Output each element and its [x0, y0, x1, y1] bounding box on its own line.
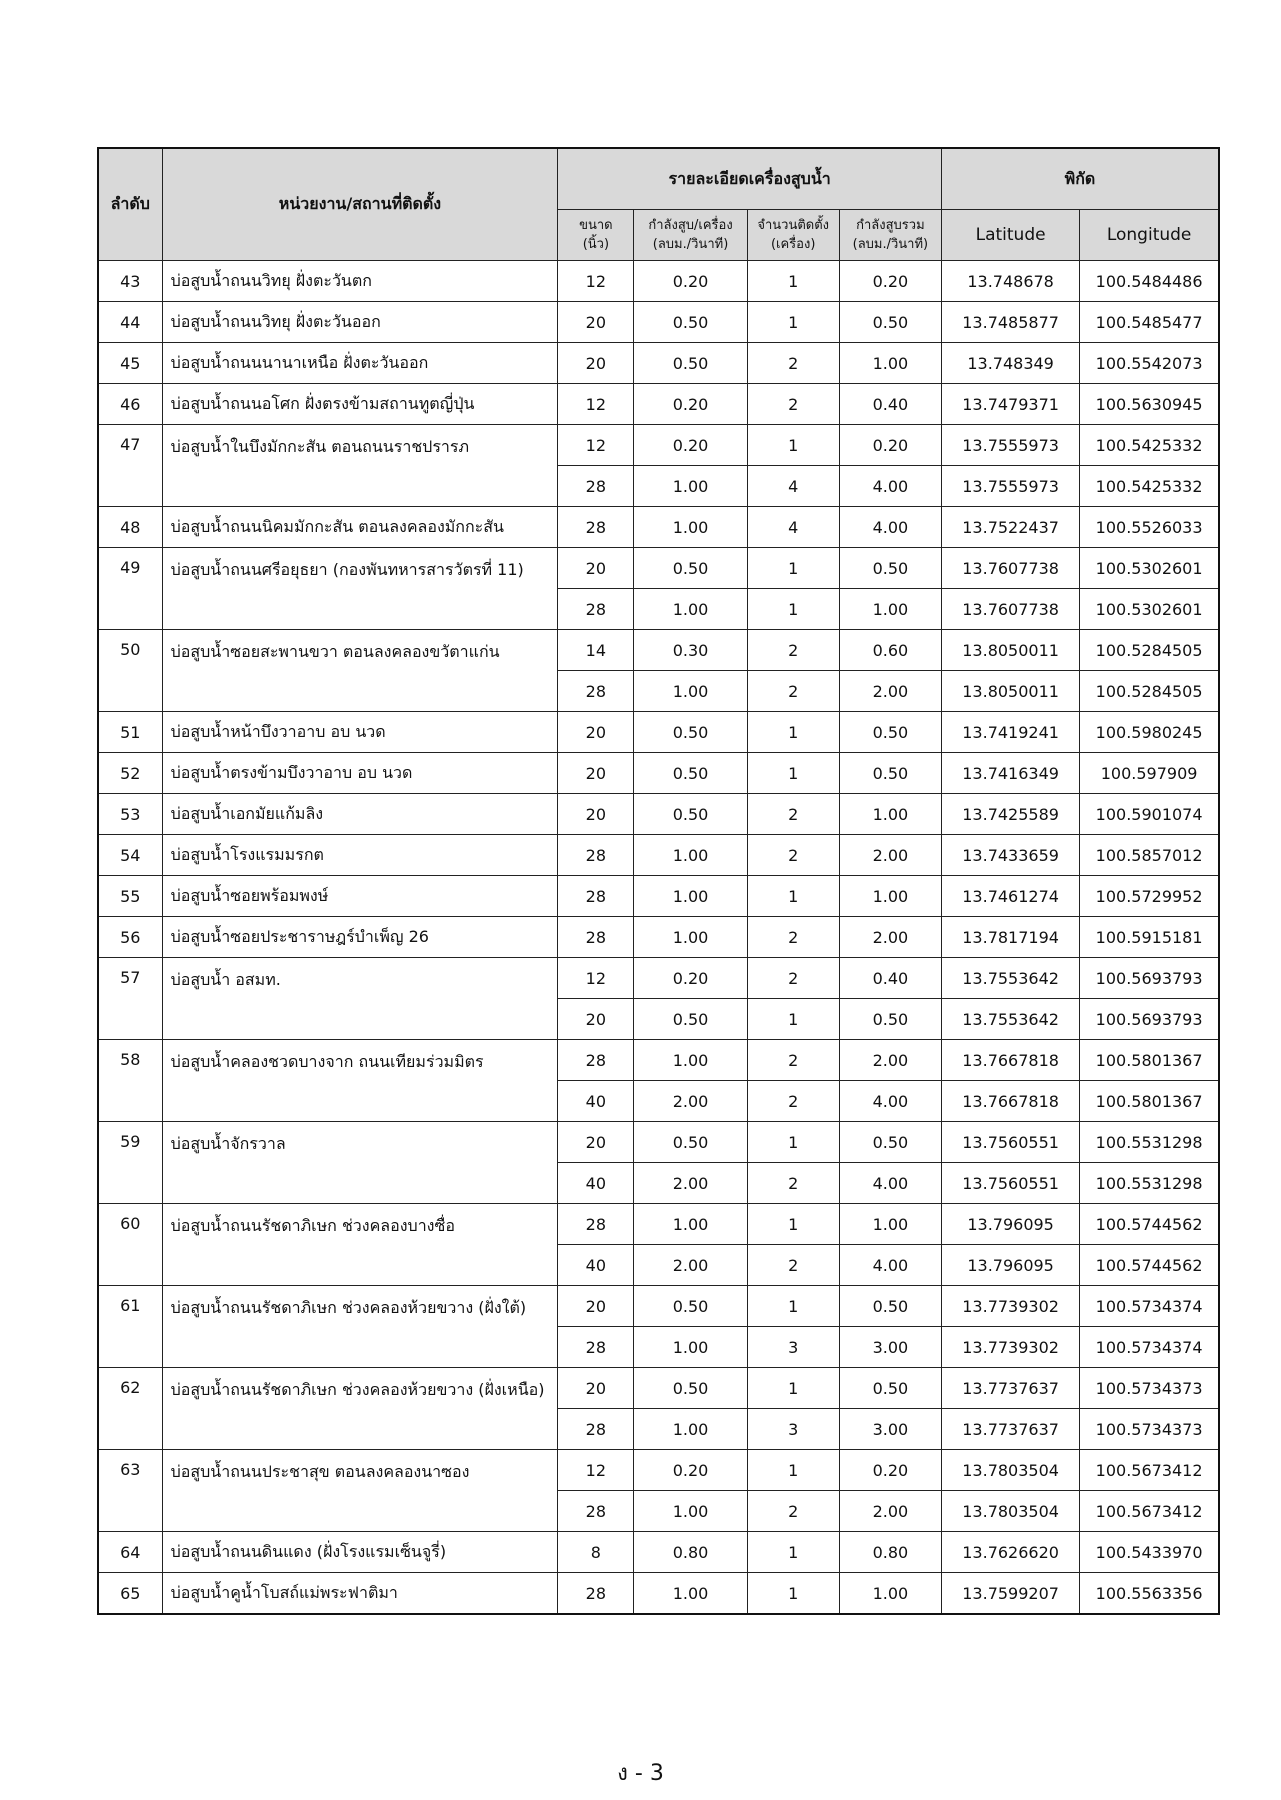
- cell-total: 0.50: [839, 753, 941, 794]
- cell-power: 0.50: [634, 1368, 747, 1409]
- table-row: [98, 917, 1219, 958]
- table-row: [98, 1573, 1219, 1615]
- cell-latitude: 13.7555973: [941, 466, 1079, 507]
- cell-size: 28: [558, 835, 634, 876]
- cell-total: 0.60: [839, 630, 941, 671]
- cell-power: 2.00: [634, 1245, 747, 1286]
- cell-count: 2: [747, 1491, 839, 1532]
- cell-power: 0.50: [634, 794, 747, 835]
- cell-longitude: 100.5531298: [1080, 1122, 1219, 1163]
- cell-location: บ่อสูบน้ำเอกมัยแก้มลิง: [162, 794, 558, 835]
- table-row: [98, 794, 1219, 835]
- table-row: [98, 835, 1219, 876]
- cell-latitude: 13.7737637: [941, 1368, 1079, 1409]
- cell-order: 60: [98, 1204, 162, 1286]
- cell-latitude: 13.8050011: [941, 671, 1079, 712]
- cell-count: 2: [747, 794, 839, 835]
- cell-longitude: 100.5915181: [1080, 917, 1219, 958]
- cell-count: 2: [747, 384, 839, 425]
- cell-size: 12: [558, 384, 634, 425]
- header-count-line1: จำนวนติดตั้ง: [757, 218, 830, 233]
- header-coordinates: พิกัด: [941, 148, 1219, 210]
- cell-longitude: 100.5526033: [1080, 507, 1219, 548]
- cell-latitude: 13.7433659: [941, 835, 1079, 876]
- cell-power: 0.50: [634, 1286, 747, 1327]
- cell-power: 0.20: [634, 958, 747, 999]
- table-row: [98, 343, 1219, 384]
- cell-count: 1: [747, 1368, 839, 1409]
- cell-total: 0.20: [839, 261, 941, 302]
- cell-latitude: 13.7553642: [941, 999, 1079, 1040]
- cell-longitude: 100.5531298: [1080, 1163, 1219, 1204]
- cell-longitude: 100.5734374: [1080, 1327, 1219, 1368]
- cell-power: 1.00: [634, 1573, 747, 1615]
- cell-count: 2: [747, 1163, 839, 1204]
- table-row: [98, 1532, 1219, 1573]
- cell-latitude: 13.748349: [941, 343, 1079, 384]
- cell-power: 1.00: [634, 507, 747, 548]
- cell-total: 0.50: [839, 999, 941, 1040]
- cell-count: 1: [747, 753, 839, 794]
- cell-count: 3: [747, 1327, 839, 1368]
- cell-size: 20: [558, 999, 634, 1040]
- cell-latitude: 13.7599207: [941, 1573, 1079, 1615]
- cell-longitude: 100.597909: [1080, 753, 1219, 794]
- cell-count: 1: [747, 548, 839, 589]
- cell-power: 0.80: [634, 1532, 747, 1573]
- header-pump-details: รายละเอียดเครื่องสูบน้ำ: [558, 148, 942, 210]
- cell-power: 0.50: [634, 1122, 747, 1163]
- cell-latitude: 13.7522437: [941, 507, 1079, 548]
- cell-location: บ่อสูบน้ำถนนประชาสุข ตอนลงคลองนาซอง: [162, 1450, 558, 1532]
- cell-count: 1: [747, 1286, 839, 1327]
- cell-order: 50: [98, 630, 162, 712]
- cell-longitude: 100.5284505: [1080, 630, 1219, 671]
- cell-count: 2: [747, 630, 839, 671]
- header-order: ลำดับ: [98, 148, 162, 261]
- cell-total: 0.20: [839, 425, 941, 466]
- header-power: [634, 210, 747, 261]
- cell-total: 0.20: [839, 1450, 941, 1491]
- cell-latitude: 13.7607738: [941, 589, 1079, 630]
- table-row: [98, 753, 1219, 794]
- pump-table: [97, 147, 1220, 1615]
- table-row: [98, 1122, 1219, 1163]
- cell-location: บ่อสูบน้ำ อสมท.: [162, 958, 558, 1040]
- cell-latitude: 13.7739302: [941, 1327, 1079, 1368]
- table-body: [98, 261, 1219, 1615]
- cell-longitude: 100.5744562: [1080, 1245, 1219, 1286]
- cell-longitude: 100.5693793: [1080, 999, 1219, 1040]
- cell-size: 28: [558, 1327, 634, 1368]
- cell-latitude: 13.7607738: [941, 548, 1079, 589]
- cell-longitude: 100.5563356: [1080, 1573, 1219, 1615]
- cell-location: บ่อสูบน้ำจักรวาล: [162, 1122, 558, 1204]
- cell-latitude: 13.7560551: [941, 1163, 1079, 1204]
- table-row: [98, 384, 1219, 425]
- cell-total: 0.50: [839, 1368, 941, 1409]
- table-row: [98, 958, 1219, 999]
- cell-longitude: 100.5433970: [1080, 1532, 1219, 1573]
- cell-power: 0.50: [634, 999, 747, 1040]
- cell-longitude: 100.5673412: [1080, 1450, 1219, 1491]
- header-total-line2: (ลบม./วินาที): [852, 237, 929, 252]
- cell-power: 0.30: [634, 630, 747, 671]
- cell-total: 0.50: [839, 1286, 941, 1327]
- cell-power: 1.00: [634, 876, 747, 917]
- cell-count: 4: [747, 466, 839, 507]
- cell-total: 3.00: [839, 1409, 941, 1450]
- cell-latitude: 13.7739302: [941, 1286, 1079, 1327]
- cell-location: บ่อสูบน้ำถนนดินแดง (ฝั่งโรงแรมเซ็นจูรี่): [162, 1532, 558, 1573]
- header-latitude: Latitude: [941, 210, 1079, 261]
- cell-latitude: 13.748678: [941, 261, 1079, 302]
- cell-size: 28: [558, 1040, 634, 1081]
- cell-total: 4.00: [839, 1245, 941, 1286]
- cell-order: 46: [98, 384, 162, 425]
- cell-size: 20: [558, 548, 634, 589]
- cell-longitude: 100.5673412: [1080, 1491, 1219, 1532]
- cell-count: 2: [747, 958, 839, 999]
- cell-count: 3: [747, 1409, 839, 1450]
- header-total: [839, 210, 941, 261]
- cell-order: 47: [98, 425, 162, 507]
- cell-order: 59: [98, 1122, 162, 1204]
- cell-power: 1.00: [634, 917, 747, 958]
- cell-latitude: 13.7479371: [941, 384, 1079, 425]
- cell-latitude: 13.7553642: [941, 958, 1079, 999]
- cell-longitude: 100.5630945: [1080, 384, 1219, 425]
- cell-longitude: 100.5744562: [1080, 1204, 1219, 1245]
- cell-power: 0.50: [634, 302, 747, 343]
- cell-order: 54: [98, 835, 162, 876]
- cell-size: 12: [558, 1450, 634, 1491]
- cell-order: 57: [98, 958, 162, 1040]
- table-row: [98, 1286, 1219, 1327]
- cell-size: 12: [558, 958, 634, 999]
- cell-power: 1.00: [634, 835, 747, 876]
- cell-power: 1.00: [634, 1040, 747, 1081]
- cell-latitude: 13.7667818: [941, 1081, 1079, 1122]
- cell-order: 64: [98, 1532, 162, 1573]
- cell-latitude: 13.7817194: [941, 917, 1079, 958]
- cell-count: 1: [747, 589, 839, 630]
- cell-power: 0.50: [634, 712, 747, 753]
- header-power-line1: กำลังสูบ/เครื่อง: [648, 218, 733, 233]
- cell-longitude: 100.5801367: [1080, 1081, 1219, 1122]
- cell-location: บ่อสูบน้ำตรงข้ามบึงวาอาบ อบ นวด: [162, 753, 558, 794]
- header-size: [558, 210, 634, 261]
- cell-location: บ่อสูบน้ำซอยสะพานขวา ตอนลงคลองขวัตาแก่น: [162, 630, 558, 712]
- cell-count: 1: [747, 876, 839, 917]
- cell-latitude: 13.7425589: [941, 794, 1079, 835]
- cell-size: 28: [558, 1491, 634, 1532]
- cell-total: 1.00: [839, 343, 941, 384]
- header-power-line2: (ลบม./วินาที): [652, 237, 729, 252]
- cell-order: 45: [98, 343, 162, 384]
- cell-total: 0.40: [839, 384, 941, 425]
- cell-power: 0.20: [634, 1450, 747, 1491]
- cell-count: 2: [747, 1040, 839, 1081]
- header-count-line2: (เครื่อง): [770, 237, 816, 252]
- cell-total: 1.00: [839, 1204, 941, 1245]
- cell-total: 4.00: [839, 466, 941, 507]
- cell-order: 55: [98, 876, 162, 917]
- header-size-line2: (นิ้ว): [582, 237, 610, 252]
- cell-power: 0.20: [634, 261, 747, 302]
- cell-size: 28: [558, 1573, 634, 1615]
- cell-size: 12: [558, 261, 634, 302]
- cell-total: 2.00: [839, 917, 941, 958]
- cell-size: 20: [558, 753, 634, 794]
- table-row: [98, 548, 1219, 589]
- cell-power: 1.00: [634, 1327, 747, 1368]
- cell-size: 20: [558, 343, 634, 384]
- cell-total: 0.50: [839, 548, 941, 589]
- cell-longitude: 100.5980245: [1080, 712, 1219, 753]
- cell-longitude: 100.5425332: [1080, 425, 1219, 466]
- cell-longitude: 100.5734373: [1080, 1368, 1219, 1409]
- cell-location: บ่อสูบน้ำถนนนิคมมักกะสัน ตอนลงคลองมักกะสัน: [162, 507, 558, 548]
- cell-longitude: 100.5734374: [1080, 1286, 1219, 1327]
- cell-longitude: 100.5801367: [1080, 1040, 1219, 1081]
- header-total-line1: กำลังสูบรวม: [856, 218, 925, 233]
- cell-size: 28: [558, 1409, 634, 1450]
- cell-latitude: 13.7803504: [941, 1450, 1079, 1491]
- cell-power: 1.00: [634, 1491, 747, 1532]
- cell-latitude: 13.7419241: [941, 712, 1079, 753]
- table-row: [98, 712, 1219, 753]
- cell-size: 28: [558, 917, 634, 958]
- cell-count: 2: [747, 343, 839, 384]
- cell-longitude: 100.5857012: [1080, 835, 1219, 876]
- cell-order: 44: [98, 302, 162, 343]
- cell-count: 1: [747, 712, 839, 753]
- cell-longitude: 100.5542073: [1080, 343, 1219, 384]
- table-row: [98, 876, 1219, 917]
- cell-total: 2.00: [839, 1040, 941, 1081]
- cell-total: 0.50: [839, 1122, 941, 1163]
- cell-count: 1: [747, 1204, 839, 1245]
- cell-size: 12: [558, 425, 634, 466]
- cell-longitude: 100.5302601: [1080, 548, 1219, 589]
- cell-power: 0.20: [634, 425, 747, 466]
- cell-power: 1.00: [634, 466, 747, 507]
- cell-size: 28: [558, 466, 634, 507]
- cell-count: 2: [747, 1081, 839, 1122]
- table-row: [98, 630, 1219, 671]
- table-row: [98, 1368, 1219, 1409]
- cell-location: บ่อสูบน้ำถนนวิทยุ ฝั่งตะวันออก: [162, 302, 558, 343]
- cell-power: 1.00: [634, 1409, 747, 1450]
- cell-longitude: 100.5302601: [1080, 589, 1219, 630]
- cell-size: 20: [558, 1368, 634, 1409]
- cell-size: 28: [558, 876, 634, 917]
- cell-order: 62: [98, 1368, 162, 1450]
- cell-total: 1.00: [839, 876, 941, 917]
- cell-total: 4.00: [839, 507, 941, 548]
- cell-location: บ่อสูบน้ำถนนศรีอยุธยา (กองพันทหารสารวัตรที่ 11): [162, 548, 558, 630]
- cell-total: 2.00: [839, 1491, 941, 1532]
- cell-count: 2: [747, 1245, 839, 1286]
- cell-count: 2: [747, 835, 839, 876]
- cell-size: 8: [558, 1532, 634, 1573]
- cell-location: บ่อสูบน้ำซอยประชาราษฎร์บำเพ็ญ 26: [162, 917, 558, 958]
- cell-location: บ่อสูบน้ำคลองชวดบางจาก ถนนเทียมร่วมมิตร: [162, 1040, 558, 1122]
- cell-order: 53: [98, 794, 162, 835]
- cell-latitude: 13.7560551: [941, 1122, 1079, 1163]
- cell-latitude: 13.7555973: [941, 425, 1079, 466]
- cell-size: 20: [558, 794, 634, 835]
- cell-location: บ่อสูบน้ำคูน้ำโบสถ์แม่พระฟาติมา: [162, 1573, 558, 1615]
- cell-size: 28: [558, 1204, 634, 1245]
- cell-count: 1: [747, 261, 839, 302]
- cell-size: 28: [558, 589, 634, 630]
- cell-total: 3.00: [839, 1327, 941, 1368]
- table-row: [98, 1040, 1219, 1081]
- cell-longitude: 100.5284505: [1080, 671, 1219, 712]
- cell-location: บ่อสูบน้ำถนนนานาเหนือ ฝั่งตะวันออก: [162, 343, 558, 384]
- cell-latitude: 13.7803504: [941, 1491, 1079, 1532]
- cell-location: บ่อสูบน้ำถนนอโศก ฝั่งตรงข้ามสถานทูตญี่ปุ่น: [162, 384, 558, 425]
- cell-count: 1: [747, 425, 839, 466]
- cell-latitude: 13.7737637: [941, 1409, 1079, 1450]
- table-row: [98, 1450, 1219, 1491]
- cell-latitude: 13.7416349: [941, 753, 1079, 794]
- cell-order: 51: [98, 712, 162, 753]
- cell-power: 1.00: [634, 589, 747, 630]
- cell-order: 61: [98, 1286, 162, 1368]
- cell-latitude: 13.7667818: [941, 1040, 1079, 1081]
- cell-power: 2.00: [634, 1163, 747, 1204]
- cell-count: 1: [747, 999, 839, 1040]
- cell-order: 52: [98, 753, 162, 794]
- cell-location: บ่อสูบน้ำถนนวิทยุ ฝั่งตะวันตก: [162, 261, 558, 302]
- cell-total: 4.00: [839, 1081, 941, 1122]
- cell-size: 28: [558, 507, 634, 548]
- cell-latitude: 13.7626620: [941, 1532, 1079, 1573]
- cell-order: 56: [98, 917, 162, 958]
- cell-latitude: 13.796095: [941, 1204, 1079, 1245]
- table-header: [98, 148, 1219, 261]
- cell-total: 0.50: [839, 302, 941, 343]
- page-number: ง - 3: [617, 1761, 664, 1786]
- cell-count: 2: [747, 671, 839, 712]
- cell-latitude: 13.8050011: [941, 630, 1079, 671]
- cell-longitude: 100.5729952: [1080, 876, 1219, 917]
- cell-size: 14: [558, 630, 634, 671]
- cell-size: 28: [558, 671, 634, 712]
- cell-count: 1: [747, 1122, 839, 1163]
- header-count: [747, 210, 839, 261]
- cell-order: 63: [98, 1450, 162, 1532]
- cell-longitude: 100.5901074: [1080, 794, 1219, 835]
- cell-order: 58: [98, 1040, 162, 1122]
- table-row: [98, 302, 1219, 343]
- cell-size: 20: [558, 1286, 634, 1327]
- cell-power: 0.50: [634, 548, 747, 589]
- cell-power: 0.50: [634, 343, 747, 384]
- cell-power: 0.50: [634, 753, 747, 794]
- cell-order: 48: [98, 507, 162, 548]
- cell-total: 1.00: [839, 1573, 941, 1615]
- cell-location: บ่อสูบน้ำซอยพร้อมพงษ์: [162, 876, 558, 917]
- cell-total: 2.00: [839, 671, 941, 712]
- cell-size: 20: [558, 712, 634, 753]
- cell-location: บ่อสูบน้ำถนนรัชดาภิเษก ช่วงคลองห้วยขวาง (ฝั่งใต้): [162, 1286, 558, 1368]
- cell-count: 1: [747, 1532, 839, 1573]
- cell-longitude: 100.5485477: [1080, 302, 1219, 343]
- table-row: [98, 1204, 1219, 1245]
- cell-location: บ่อสูบน้ำโรงแรมมรกต: [162, 835, 558, 876]
- cell-size: 40: [558, 1245, 634, 1286]
- cell-size: 20: [558, 1122, 634, 1163]
- cell-latitude: 13.7461274: [941, 876, 1079, 917]
- cell-count: 4: [747, 507, 839, 548]
- cell-total: 0.50: [839, 712, 941, 753]
- cell-total: 4.00: [839, 1163, 941, 1204]
- cell-size: 20: [558, 302, 634, 343]
- cell-total: 0.80: [839, 1532, 941, 1573]
- cell-longitude: 100.5693793: [1080, 958, 1219, 999]
- cell-count: 2: [747, 917, 839, 958]
- cell-power: 1.00: [634, 1204, 747, 1245]
- cell-total: 2.00: [839, 835, 941, 876]
- header-size-line1: ขนาด: [579, 218, 613, 233]
- header-location: หน่วยงาน/สถานที่ติดตั้ง: [162, 148, 558, 261]
- cell-power: 1.00: [634, 671, 747, 712]
- cell-latitude: 13.796095: [941, 1245, 1079, 1286]
- cell-order: 49: [98, 548, 162, 630]
- table-row: [98, 507, 1219, 548]
- cell-size: 40: [558, 1163, 634, 1204]
- cell-longitude: 100.5734373: [1080, 1409, 1219, 1450]
- header-longitude: Longitude: [1080, 210, 1219, 261]
- cell-longitude: 100.5425332: [1080, 466, 1219, 507]
- cell-total: 1.00: [839, 794, 941, 835]
- cell-location: บ่อสูบน้ำในบึงมักกะสัน ตอนถนนราชปรารภ: [162, 425, 558, 507]
- cell-longitude: 100.5484486: [1080, 261, 1219, 302]
- cell-location: บ่อสูบน้ำถนนรัชดาภิเษก ช่วงคลองบางซื่อ: [162, 1204, 558, 1286]
- cell-location: บ่อสูบน้ำถนนรัชดาภิเษก ช่วงคลองห้วยขวาง (ฝั่งเหนือ): [162, 1368, 558, 1450]
- cell-count: 1: [747, 1573, 839, 1615]
- cell-count: 1: [747, 1450, 839, 1491]
- cell-location: บ่อสูบน้ำหน้าบึงวาอาบ อบ นวด: [162, 712, 558, 753]
- cell-size: 40: [558, 1081, 634, 1122]
- cell-order: 43: [98, 261, 162, 302]
- cell-latitude: 13.7485877: [941, 302, 1079, 343]
- table-row: [98, 425, 1219, 466]
- cell-order: 65: [98, 1573, 162, 1615]
- cell-power: 2.00: [634, 1081, 747, 1122]
- cell-power: 0.20: [634, 384, 747, 425]
- cell-total: 0.40: [839, 958, 941, 999]
- cell-count: 1: [747, 302, 839, 343]
- table-row: [98, 261, 1219, 302]
- cell-total: 1.00: [839, 589, 941, 630]
